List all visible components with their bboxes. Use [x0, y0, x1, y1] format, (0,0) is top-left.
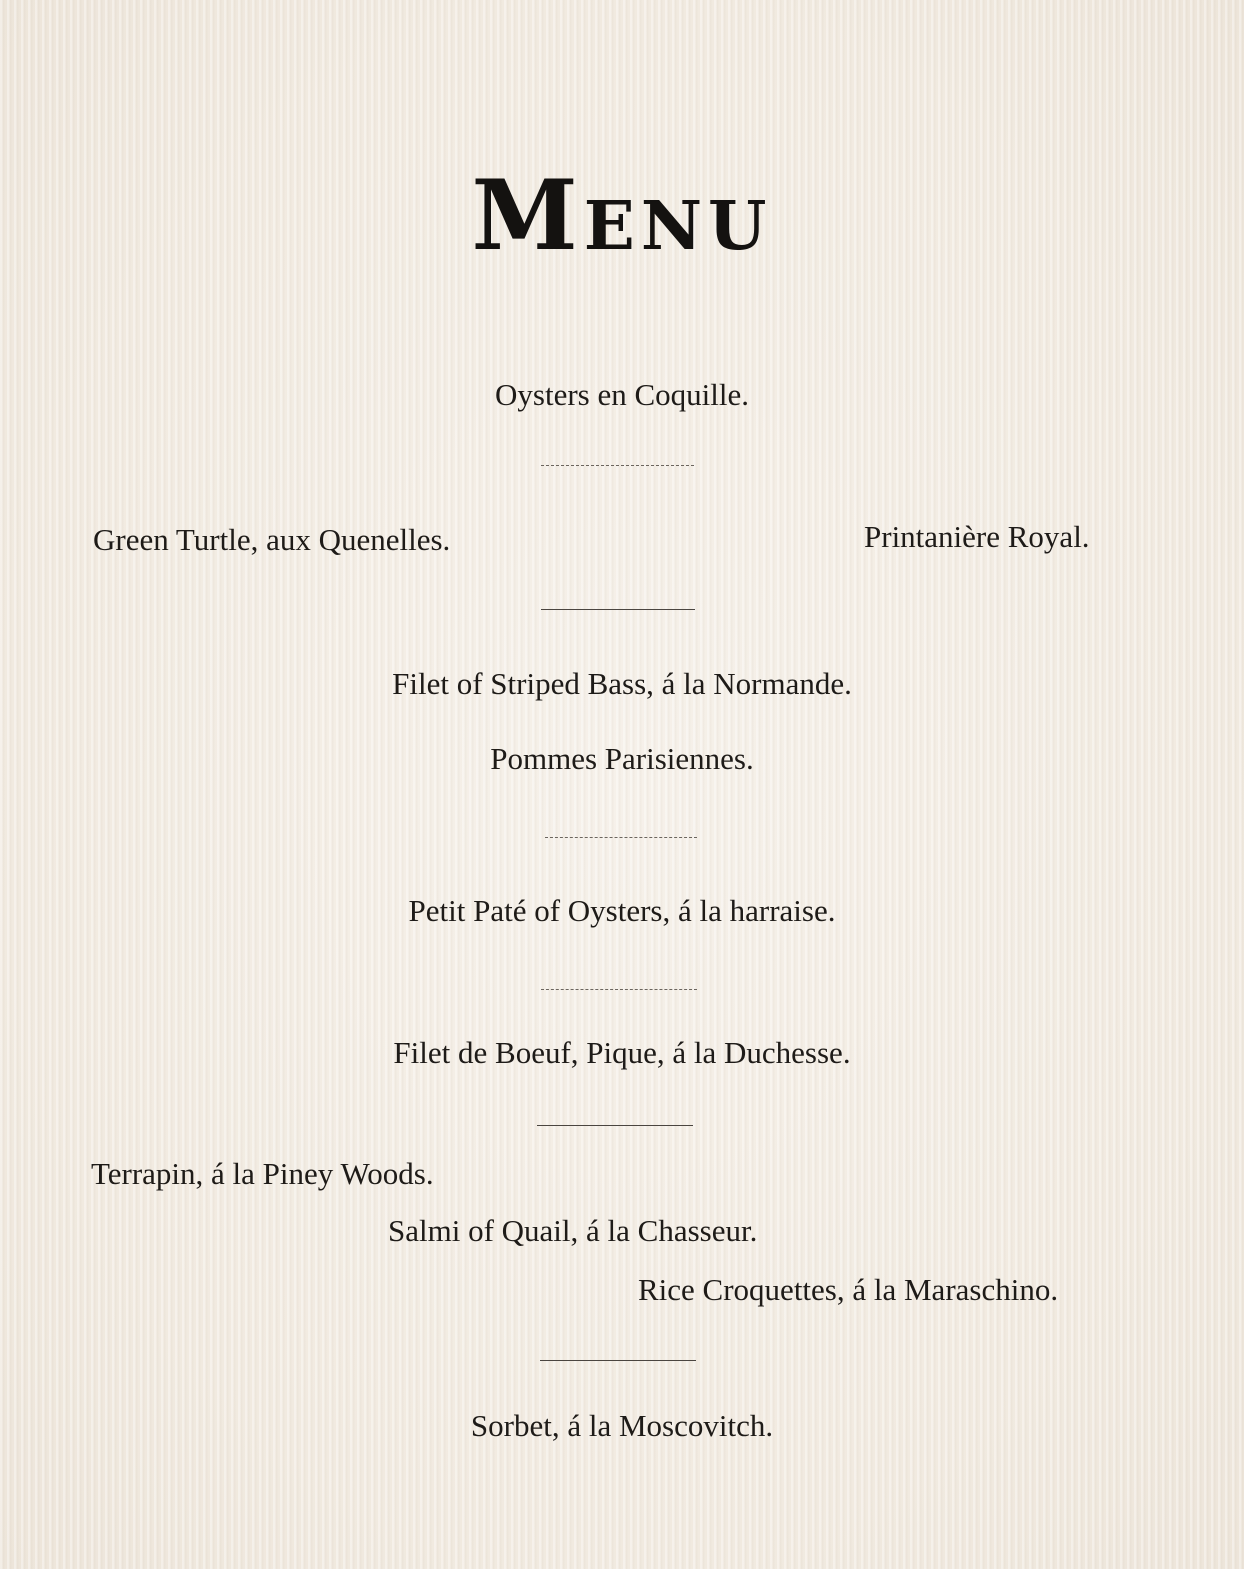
divider-6 — [540, 1360, 696, 1361]
course-salmi-of-quail: Salmi of Quail, á la Chasseur. — [388, 1213, 758, 1248]
course-rice-croquettes: Rice Croquettes, á la Maraschino. — [638, 1272, 1059, 1307]
course-filet-de-boeuf: Filet de Boeuf, Pique, á la Duchesse. — [393, 1035, 851, 1070]
course-striped-bass: Filet of Striped Bass, á la Normande. — [392, 666, 852, 701]
course-green-turtle: Green Turtle, aux Quenelles. — [93, 522, 451, 557]
course-oysters: Oysters en Coquille. — [495, 377, 749, 412]
divider-1 — [541, 465, 694, 466]
divider-3 — [545, 837, 697, 838]
course-terrapin: Terrapin, á la Piney Woods. — [91, 1156, 434, 1191]
course-petit-pate: Petit Paté of Oysters, á la harraise. — [408, 893, 836, 928]
course-pommes: Pommes Parisiennes. — [490, 741, 754, 776]
course-printaniere: Printanière Royal. — [864, 519, 1090, 554]
course-sorbet: Sorbet, á la Moscovitch. — [470, 1408, 774, 1443]
menu-title: Menu — [471, 159, 773, 272]
divider-2 — [541, 609, 695, 610]
divider-5 — [537, 1125, 693, 1126]
divider-4 — [541, 989, 697, 990]
